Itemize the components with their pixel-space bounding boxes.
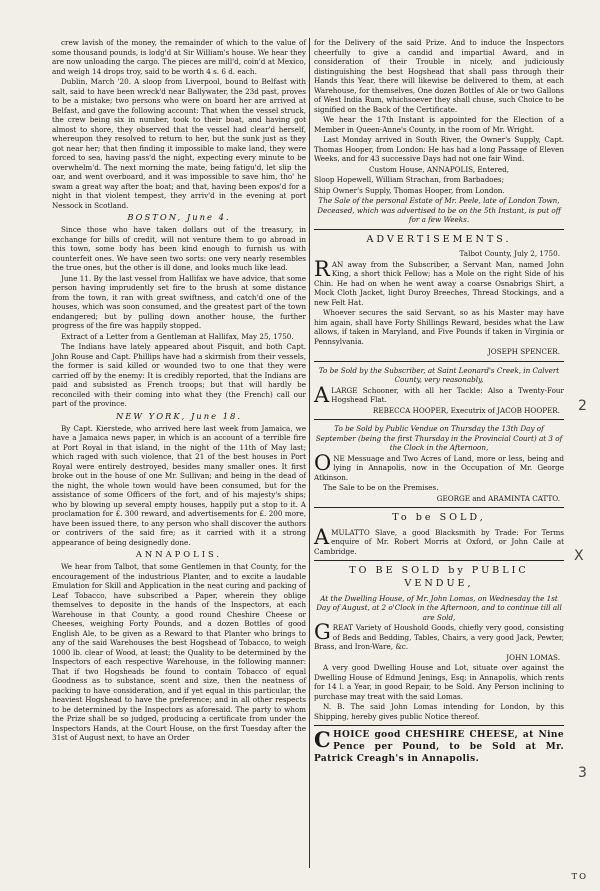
- article-paragraph: June 11. By the last vessel from Hallifax we have advice, that some person having imprudently set fire to the brush at some distance from the town, it ran with great swiftness, and catch'd one of the houses, which was soon consumed, and the greatest part of the town endangered; but by pulling down another house, the further progress of the fire was happily stopped.: [52, 273, 306, 331]
- section-heading: ANNAPOLIS.: [135, 549, 223, 560]
- divider: [314, 229, 564, 230]
- advertisement-title: To be SOLD,: [392, 512, 486, 524]
- left-column: [52, 38, 306, 744]
- article-paragraph: Last Monday arrived in South River, the Owner's Supply, Capt. Thomas Hooper, from London: He has had a long Passage of Eleven Weeks, and for 43 successive Days had not one fair Wind.: [314, 135, 564, 163]
- article-paragraph: The Sale to be on the Premises.: [323, 483, 439, 493]
- signature-line: JOHN LOMAS.: [506, 652, 560, 662]
- notice-heading: At the Dwelling House, of Mr. John Lomas, on Wednesday the 1st Day of August, at 2 o'Clock in the Afternoon, and to continue till all are Sold,: [316, 593, 562, 622]
- advertisement-body: [314, 524, 564, 557]
- advertisement-text: NE Messuage and Two Acres of Land, more or less, being and lying in Annapolis, now in the Occupation of Mr. George Atkinson.: [314, 453, 564, 482]
- advertisement-title: TO BE SOLD by PUBLIC VENDUE,: [349, 565, 529, 589]
- advertisement-body: [314, 620, 564, 652]
- drop-cap: A: [314, 382, 330, 407]
- advertisement-text: REAT Variety of Houshold Goods, chiefly very good, consisting of Beds and Bedding, Tables, Chairs, a very good Jack, Pewter, Brass, and Iron-Ware, &c.: [314, 623, 564, 652]
- signature-line: REBECCA HOOPER, Executrix of JACOB HOOPER.: [372, 405, 560, 415]
- advertisement-text: HOICE good CHESHIRE CHEESE, at Nine Pence per Pound, to be Sold at Mr. Patrick Creagh's in Annapolis.: [314, 730, 564, 764]
- centered-line: Custom House, ANNAPOLIS, Entered,: [369, 164, 509, 174]
- divider: [314, 725, 564, 726]
- signature-line: Talbot County, July 2, 1750.: [459, 249, 560, 259]
- article-paragraph: Dublin, March '20. A sloop from Liverpool, bound to Belfast with salt, said to have been wreck'd near Ballywater, the 23d past, proves to be a mistake; two persons who were on board her are arrived at Belfast, and gave the following account: That when the vessel struck, the crew being six in number, took to their boat, and having got almost to shore, they observed that the vessel had clear'd herself, whereupon they resolved to return to her, but the sunk just as they got near her; that then finding it impossible to make land, they were forced to sea, having pass'd the night, expecting every minute to be overwhelm'd. The next morning the mate, being fatigu'd, let slip the oar, and went overboard, and it was impossible to save him, tho' he swam a great way after the boat; and that, having been expos'd for a night in that violent tempest, they arriv'd in the evening at port Nessock in Scotland.: [52, 77, 306, 210]
- advertisement-text: LARGE Schooner, with all her Tackle: Also a Twenty-Four Hogshead Flat.: [331, 385, 564, 405]
- article-paragraph: Since those who have taken dollars out of the treasury, in exchange for bills of credit, will not venture them to go abroad in this town, some body has been kind enough to furnish us with counterfeit ones. We have seen two sorts: one very nearly resembles the true ones, but the other is ill done, and looks much like lead.: [52, 225, 306, 273]
- notice-heading: The Sale of the personal Estate of Mr. Peele, late of London Town, Deceased, which was advertised to be on the 5th Instant, is put off for a few Weeks.: [317, 196, 561, 224]
- dateline-heading: BOSTON, June 4.: [127, 212, 231, 222]
- article-paragraph: for the Delivery of the said Prize. And to induce the Inspectors cheerfully to give a candid and impartial Award, and in consideration of their Trouble in nicely, and judiciously distinguishing the best Hogshead that shall pass through their Hands this Year, there will likewise be delivered to them, at each Warehouse, for themselves, One dozen Bottles of Ale or two Gallons of West India Rum, whichsoever they shall chuse, such Choice to be signified on the Back of the Certificate.: [314, 38, 564, 114]
- article-paragraph: Ship Owner's Supply, Thomas Hooper, from London.: [314, 185, 505, 195]
- advertisement-body: [314, 382, 564, 407]
- drop-cap: O: [314, 450, 332, 475]
- article-paragraph: crew lavish of the money, the remainder of which to the value of some thousand pounds, is lodg'd at Sir William's house. We hear they are now unloading the cargo. The pieces are mill'd, coin'd at Mexico, and weigh 14 drops troy, said to be worth 4 s. 6 d. each.: [52, 38, 306, 76]
- article-paragraph: By Capt. Kierstede, who arrived here last week from Jamaica, we have a Jamaica news paper, in which is an account of a terrible fire at Port Royal in that island, in the night of the 11th of May last; which raged with such violence, that 21 of the best houses in Port Royal were entirely destroyed, besides many smaller ones. It first broke out in the house of one Mr. Sullivan; and being in the dead of the night, the whole town would have been consumed, but for the assistance of some Officers of the fort, and of his majesty's ships; who by blowing up several empty houses, happily put a stop to it. A proclamation for £. 300 reward, and advertisements for £. 200 more, have been issued there, to any person who shall discover the authors or contrivers of the said fire; as it carried with it a strong appearance of being designedly done.: [52, 423, 306, 547]
- advertisement-body: [314, 450, 564, 483]
- article-paragraph: Sloop Hopewell, William Strachan, from Barbadoes;: [314, 175, 505, 184]
- margin-mark: 2: [578, 398, 587, 414]
- right-column: [314, 38, 564, 767]
- advertisement-text: AN away from the Subscriber, a Servant Man, named John King, a short thick Fellow; has a Mole on the right Side of his Chin. He had on when he went away a coarse Osnabrigs Shirt, a Mock Cloth Jacket, light Duroy Breeches, Thread Stockings, and a new Felt Hat.: [314, 259, 564, 307]
- divider: [314, 560, 564, 561]
- dateline-heading: NEW YORK, June 18.: [115, 410, 243, 421]
- advertisement-text: MULATTO Slave, a good Blacksmith by Trade: For Terms enquire of Mr. Robert Morris at Oxford, or John Caile at Cambridge.: [314, 527, 564, 556]
- article-paragraph: Extract of a Letter from a Gentleman at Hallifax, May 25, 1750.: [61, 331, 294, 341]
- margin-mark: 3: [578, 765, 587, 781]
- signature-line: JOSEPH SPENCER.: [487, 347, 560, 357]
- article-paragraph: A very good Dwelling House and Lot, situate over against the Dwelling House of Edmund Jenings, Esq; in Annapolis, which rents for 14 l. a Year, in good Repair, to be Sold. Any Person inclining to purchase may treat with the said Lomas.: [314, 663, 564, 701]
- divider: [314, 419, 564, 420]
- article-paragraph: Whoever secures the said Servant, so as his Master may have him again, shall have Forty Shillings Reward, besides what the Law allows, if taken in Maryland, and Five Pounds if taken in Virginia or Pennsylvania.: [314, 308, 564, 346]
- column-rule: [309, 38, 310, 868]
- article-paragraph: We hear from Talbot, that some Gentlemen in that County, for the encouragement of the industrious Planter, and to excite a laudable Emulation for Skill and Application in the neat curing and packing of Leaf Tobacco, have subscribed a Paper, wherein they oblige themselves to deposite in the hands of the Inspectors, at each Warehouse in that County, a good round Cheshire Cheese or Cheeses, weighing Forty Pounds, and a dozen Bottles of good English Ale, to be given as a Reward to that Planter who brings to any of the said Warehouses the best Hogshead of Tobacco, to weigh 1000 lb. clear of Wood, at least; the Quality to be determined by the Inspectors of each respective Warehouse, in the following manner: That if two Hogsheads be found to contain Tobacco of equal Goodness as to substance, scent and size, then the neatness of packing to have consideration, and if yet equal in this particular, the heaviest Hogshead to have the preference; and in all other respects to be determined by the Inspectors as aforesaid. The party to whom the Prize shall be so judged, producing a certificate from under the Inspectors Hands, at the Court House, on the first Tuesday after the 31st of August next, to have an Order: [52, 562, 306, 743]
- notice-heading: To be Sold by the Subscriber, at Saint Leonard's Creek, in Calvert County, very reasonably,: [318, 365, 560, 385]
- article-paragraph: N. B. The said John Lomas intending for London, by this Shipping, hereby gives public Notice thereof.: [314, 702, 564, 721]
- notice-heading: To be Sold by Public Vendue on Thursday the 13th Day of September (being the first Thursday in the Provincial Court) at 3 of the Clock in the Afternoon,: [315, 424, 563, 453]
- article-paragraph: The Indians have lately appeared about Pisquit, and both Capt. John Rouse and Capt. Phillips have had a skirmish from their vessels, the former is said killed or wounded two to one that they were carried off by the enemy: It is credibly reported, that the Indians are paid and subsisted as French troops; but that will hardly be reconciled with their coming into what they (the French) call our part of the province.: [52, 342, 306, 409]
- catchword: TO: [571, 871, 588, 881]
- drop-cap: R: [314, 256, 330, 281]
- divider: [314, 361, 564, 362]
- margin-mark: X: [574, 548, 584, 564]
- article-paragraph: We hear the 17th Instant is appointed for the Election of a Member in Queen-Anne's County, in the room of Mr. Wright.: [314, 115, 564, 134]
- signature-line: GEORGE and ARAMINTA CATTO.: [436, 493, 560, 503]
- drop-cap: A: [314, 524, 330, 549]
- advertisement-body: [314, 256, 564, 308]
- advertisement-title: ADVERTISEMENTS.: [366, 233, 512, 245]
- divider: [314, 507, 564, 508]
- drop-cap: G: [314, 620, 331, 645]
- cheese-advertisement: [314, 727, 564, 766]
- drop-cap: C: [314, 727, 332, 753]
